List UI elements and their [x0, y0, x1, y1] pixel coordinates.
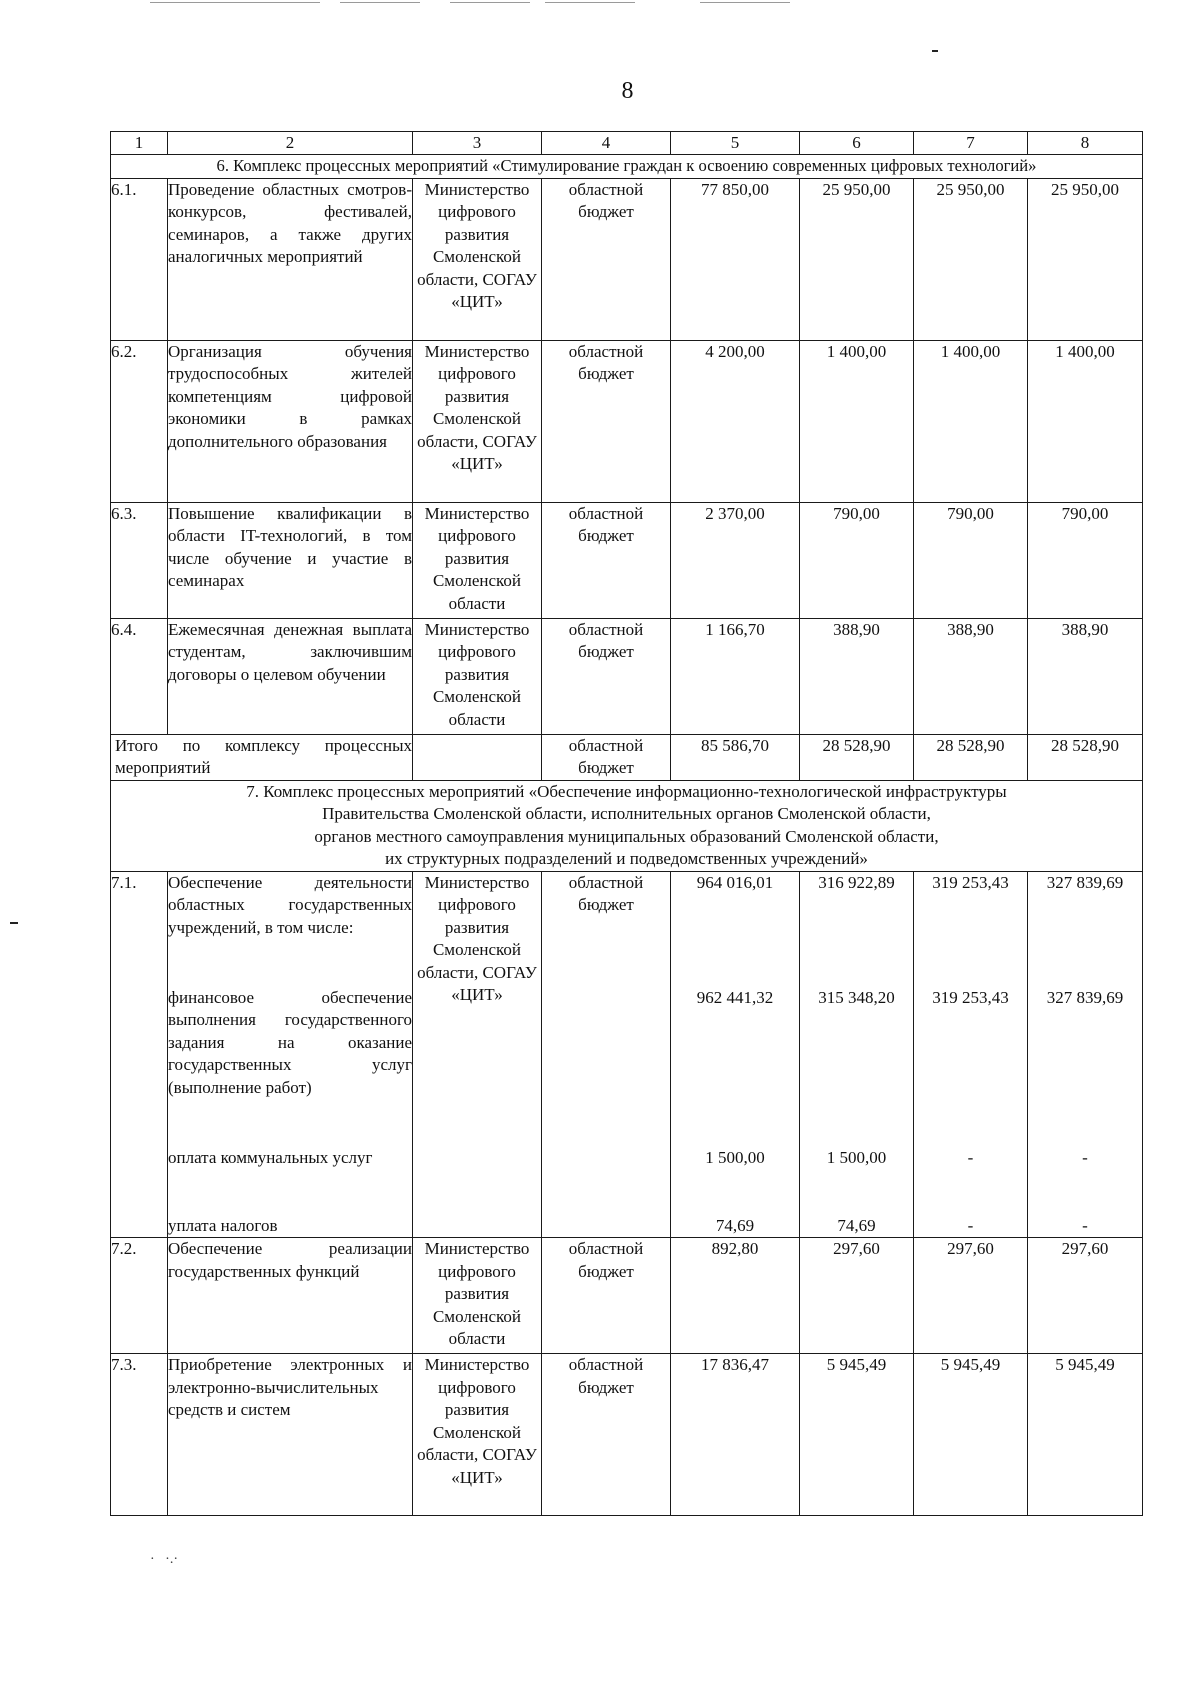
total-row — [111, 734, 1143, 780]
table-row — [111, 871, 1143, 1238]
activity-name: Повышение квалификации в области IT-технологий, в том числе обучение и участие в семинарах — [168, 502, 413, 618]
section-title-line: 7. Комплекс процессных мероприятий «Обеспечение информационно-технологической инфраструктуры — [246, 781, 1007, 801]
amount-year2: 388,90 — [914, 618, 1028, 734]
amount-year3: 25 950,00 — [1028, 178, 1143, 340]
column-header: 6 — [800, 132, 914, 155]
section-title: 6. Комплекс процессных мероприятий «Стимулирование граждан к освоению современных цифровых технологий» — [111, 155, 1143, 179]
amount-part: - — [1082, 1215, 1088, 1235]
funding-source: областной бюджет — [542, 178, 671, 340]
header-row — [111, 132, 1143, 155]
executor: Министерство цифрового развития Смоленской области — [413, 1238, 542, 1354]
activity-part: уплата налогов — [168, 1215, 278, 1235]
amount-total: 1 166,70 — [671, 618, 800, 734]
section-title-line: Правительства Смоленской области, исполнительных органов Смоленской области, — [322, 804, 931, 823]
amount-year2: 25 950,00 — [914, 178, 1028, 340]
executor: Министерство цифрового развития Смоленской области — [413, 502, 542, 618]
amount-part: 327 839,69 — [1046, 872, 1124, 892]
activity-name: Приобретение электронных и электронно-вычислительных средств и систем — [168, 1354, 413, 1516]
amount-year2: 790,00 — [914, 502, 1028, 618]
amount-year1 — [800, 871, 914, 1238]
row-number: 7.1. — [111, 871, 168, 1238]
amount-part: 315 348,20 — [818, 987, 895, 1007]
amount-year3: 790,00 — [1028, 502, 1143, 618]
amount-year2: 297,60 — [914, 1238, 1028, 1354]
amount-part: 319 253,43 — [932, 987, 1009, 1007]
scan-artifact-mark — [932, 50, 938, 52]
table-row — [111, 618, 1143, 734]
section-title-line: их структурных подразделений и подведомственных учреждений» — [385, 849, 868, 868]
amount-year1: 790,00 — [800, 502, 914, 618]
column-header: 3 — [413, 132, 542, 155]
amount-total: 85 586,70 — [671, 734, 800, 780]
amount-total: 77 850,00 — [671, 178, 800, 340]
amount-total: 4 200,00 — [671, 340, 800, 502]
executor: Министерство цифрового развития Смоленской области, СОГАУ «ЦИТ» — [413, 178, 542, 340]
amount-part: 74,69 — [837, 1215, 876, 1235]
activity-name — [168, 871, 413, 1238]
row-number: 6.3. — [111, 502, 168, 618]
amount-year2: 1 400,00 — [914, 340, 1028, 502]
amount-year1: 5 945,49 — [800, 1354, 914, 1516]
column-header: 1 — [111, 132, 168, 155]
column-header: 2 — [168, 132, 413, 155]
activity-name: Проведение областных смотров-конкурсов, фестивалей, семинаров, а также других аналогичных мероприятий — [168, 178, 413, 340]
amount-part: 1 500,00 — [826, 1147, 887, 1167]
funding-source: областной бюджет — [542, 340, 671, 502]
funding-source: областной бюджет — [542, 871, 671, 1238]
section-title — [111, 780, 1143, 871]
amount-part: - — [1082, 1147, 1088, 1167]
page-number: 8 — [621, 78, 634, 104]
amount-total: 892,80 — [671, 1238, 800, 1354]
amount-part: 74,69 — [715, 1215, 755, 1235]
executor: Министерство цифрового развития Смоленской области — [413, 618, 542, 734]
table-row — [111, 340, 1143, 502]
amount-total: 17 836,47 — [671, 1354, 800, 1516]
amount-total — [671, 871, 800, 1238]
amount-part: - — [967, 1215, 974, 1235]
amount-year3 — [1028, 871, 1143, 1238]
column-header: 5 — [671, 132, 800, 155]
amount-year1: 1 400,00 — [800, 340, 914, 502]
amount-year3: 1 400,00 — [1028, 340, 1143, 502]
funding-source: областной бюджет — [542, 1354, 671, 1516]
amount-part: 327 839,69 — [1046, 987, 1124, 1007]
activity-part: оплата коммунальных услуг — [168, 1147, 373, 1167]
row-number: 6.2. — [111, 340, 168, 502]
row-number: 7.3. — [111, 1354, 168, 1516]
empty-cell — [413, 734, 542, 780]
amount-part: 1 500,00 — [705, 1147, 765, 1167]
table-row — [111, 502, 1143, 618]
executor: Министерство цифрового развития Смоленской области, СОГАУ «ЦИТ» — [413, 871, 542, 1238]
amount-year2: 28 528,90 — [914, 734, 1028, 780]
funding-source: областной бюджет — [542, 734, 671, 780]
amount-year2: 5 945,49 — [914, 1354, 1028, 1516]
amount-part: 962 441,32 — [696, 987, 774, 1007]
row-number: 6.4. — [111, 618, 168, 734]
activity-name: Обеспечение реализации государственных функций — [168, 1238, 413, 1354]
scan-artifact-line — [450, 2, 530, 3]
row-number: 6.1. — [111, 178, 168, 340]
scan-artifact-line — [150, 2, 320, 3]
amount-year1: 28 528,90 — [800, 734, 914, 780]
executor: Министерство цифрового развития Смоленской области, СОГАУ «ЦИТ» — [413, 340, 542, 502]
amount-year3: 388,90 — [1028, 618, 1143, 734]
amount-total: 2 370,00 — [671, 502, 800, 618]
amount-part: 316 922,89 — [818, 872, 895, 892]
amount-year3: 5 945,49 — [1028, 1354, 1143, 1516]
amount-year1: 388,90 — [800, 618, 914, 734]
amount-year2 — [914, 871, 1028, 1238]
activity-name: Ежемесячная денежная выплата студентам, заключившим договоры о целевом обучении — [168, 618, 413, 734]
amount-part: 319 253,43 — [932, 872, 1009, 892]
column-header: 4 — [542, 132, 671, 155]
amount-year3: 28 528,90 — [1028, 734, 1143, 780]
activity-part: Обеспечение деятельности областных государственных учреждений, в том числе: — [168, 872, 412, 937]
program-table — [110, 131, 1143, 1516]
amount-part: 964 016,01 — [696, 872, 774, 892]
row-number: 7.2. — [111, 1238, 168, 1354]
column-header: 8 — [1028, 132, 1143, 155]
funding-source: областной бюджет — [542, 1238, 671, 1354]
activity-name: Организация обучения трудоспособных жителей компетенциям цифровой экономики в рамках дополнительного образования — [168, 340, 413, 502]
amount-part: - — [967, 1147, 974, 1167]
scan-artifact-line — [340, 2, 420, 3]
scan-artifact-line — [700, 2, 790, 3]
section-title-line: органов местного самоуправления муниципальных образований Смоленской области, — [314, 826, 939, 846]
scan-artifact-dots: · ·.· — [150, 1552, 178, 1567]
amount-year1: 25 950,00 — [800, 178, 914, 340]
table-row — [111, 1354, 1143, 1516]
section-header-row — [111, 155, 1143, 179]
table-row — [111, 1238, 1143, 1354]
table-row — [111, 178, 1143, 340]
total-label: Итого по комплексу процессных мероприятий — [111, 734, 413, 780]
funding-source: областной бюджет — [542, 502, 671, 618]
activity-part: финансовое обеспечение выполнения государственного задания на оказание государственных услуг (выполнение работ) — [168, 987, 412, 1097]
funding-source: областной бюджет — [542, 618, 671, 734]
scan-artifact-line — [545, 2, 635, 3]
column-header: 7 — [914, 132, 1028, 155]
section-header-row — [111, 780, 1143, 871]
executor: Министерство цифрового развития Смоленской области, СОГАУ «ЦИТ» — [413, 1354, 542, 1516]
scan-artifact-mark — [10, 922, 18, 924]
amount-year1: 297,60 — [800, 1238, 914, 1354]
amount-year3: 297,60 — [1028, 1238, 1143, 1354]
